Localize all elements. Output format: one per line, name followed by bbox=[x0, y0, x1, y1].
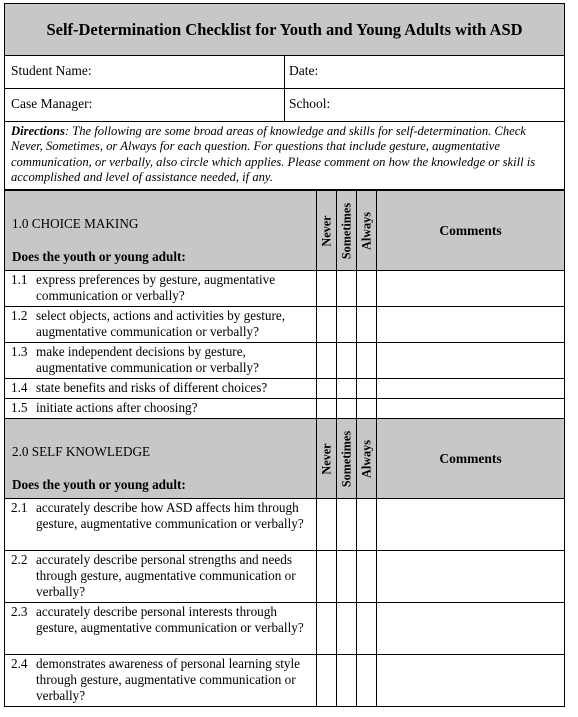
section-header-row bbox=[5, 191, 565, 271]
never-checkbox[interactable] bbox=[317, 551, 337, 603]
comment-cell[interactable] bbox=[377, 499, 565, 551]
list-item: 1.5 initiate actions after choosing? bbox=[11, 400, 198, 415]
list-item: 1.3 make independent decisions by gesture, augmentative communication or verbally? bbox=[11, 344, 260, 375]
never-header: Never bbox=[317, 191, 337, 271]
checklist-document bbox=[4, 3, 565, 707]
comment-cell[interactable] bbox=[377, 603, 565, 655]
comment-cell[interactable] bbox=[377, 379, 565, 399]
always-checkbox[interactable] bbox=[357, 399, 377, 419]
table-row bbox=[5, 655, 565, 707]
always-checkbox[interactable] bbox=[357, 551, 377, 603]
never-checkbox[interactable] bbox=[317, 655, 337, 707]
always-checkbox[interactable] bbox=[357, 343, 377, 379]
never-header: Never bbox=[317, 419, 337, 499]
sometimes-checkbox[interactable] bbox=[337, 603, 357, 655]
sometimes-checkbox[interactable] bbox=[337, 551, 357, 603]
sometimes-checkbox[interactable] bbox=[337, 307, 357, 343]
sometimes-checkbox[interactable] bbox=[337, 655, 357, 707]
directions-text: : The following are some broad areas of knowledge and skills for self-determination. Check Never, Sometimes, or Always for each question. For questions that include gesture, augmentative communication, or verbally, also circle which applies. Please comment on how the knowledge or skill is accomplished and level of assistance needed, if any. bbox=[11, 124, 536, 185]
list-item: 2.4 demonstrates awareness of personal learning style through gesture, augmentative communication or verbally? bbox=[11, 656, 301, 703]
table-row bbox=[5, 379, 565, 399]
directions-block bbox=[4, 122, 565, 190]
always-header: Always bbox=[357, 419, 377, 499]
list-item: 1.1 express preferences by gesture, augmentative communication or verbally? bbox=[11, 272, 276, 303]
always-checkbox[interactable] bbox=[357, 307, 377, 343]
section-header-row bbox=[5, 419, 565, 499]
list-item: 1.4 state benefits and risks of different choices? bbox=[11, 380, 268, 395]
comment-cell[interactable] bbox=[377, 551, 565, 603]
sometimes-checkbox[interactable] bbox=[337, 343, 357, 379]
always-checkbox[interactable] bbox=[357, 379, 377, 399]
table-row bbox=[5, 603, 565, 655]
never-checkbox[interactable] bbox=[317, 603, 337, 655]
comments-header: Comments bbox=[377, 191, 565, 271]
comment-cell[interactable] bbox=[377, 655, 565, 707]
list-item: 2.3 accurately describe personal interests through gesture, augmentative communication or verbally? bbox=[11, 604, 304, 635]
comment-cell[interactable] bbox=[377, 307, 565, 343]
section-question: Does the youth or young adult: bbox=[12, 477, 186, 492]
never-checkbox[interactable] bbox=[317, 307, 337, 343]
section-title-cell bbox=[5, 191, 317, 271]
school-field[interactable]: School: bbox=[289, 96, 331, 111]
comment-cell[interactable] bbox=[377, 343, 565, 379]
section-title: 1.0 CHOICE MAKING bbox=[12, 216, 139, 231]
always-checkbox[interactable] bbox=[357, 271, 377, 307]
info-row-2 bbox=[4, 89, 565, 122]
info-row-1 bbox=[4, 56, 565, 89]
section-question: Does the youth or young adult: bbox=[12, 249, 186, 264]
section-table-choice-making bbox=[4, 190, 565, 419]
comment-cell[interactable] bbox=[377, 271, 565, 307]
always-checkbox[interactable] bbox=[357, 603, 377, 655]
list-item: 2.2 accurately describe personal strengths and needs through gesture, augmentative communication or verbally? bbox=[11, 552, 296, 599]
table-row bbox=[5, 271, 565, 307]
document-title: Self-Determination Checklist for Youth and Young Adults with ASD bbox=[4, 3, 565, 56]
section-title-cell bbox=[5, 419, 317, 499]
sometimes-header: Sometimes bbox=[337, 191, 357, 271]
sometimes-checkbox[interactable] bbox=[337, 399, 357, 419]
sometimes-header: Sometimes bbox=[337, 419, 357, 499]
date-field[interactable]: Date: bbox=[289, 63, 319, 78]
never-checkbox[interactable] bbox=[317, 271, 337, 307]
sometimes-checkbox[interactable] bbox=[337, 499, 357, 551]
section-title: 2.0 SELF KNOWLEDGE bbox=[12, 444, 151, 459]
always-header: Always bbox=[357, 191, 377, 271]
always-checkbox[interactable] bbox=[357, 655, 377, 707]
table-row bbox=[5, 551, 565, 603]
list-item: 2.1 accurately describe how ASD affects him through gesture, augmentative communication or verbally? bbox=[11, 500, 304, 531]
never-checkbox[interactable] bbox=[317, 343, 337, 379]
never-checkbox[interactable] bbox=[317, 379, 337, 399]
table-row bbox=[5, 343, 565, 379]
sometimes-checkbox[interactable] bbox=[337, 271, 357, 307]
comment-cell[interactable] bbox=[377, 399, 565, 419]
list-item: 1.2 select objects, actions and activities by gesture, augmentative communication or verbally? bbox=[11, 308, 286, 339]
directions-label: Directions bbox=[11, 124, 65, 138]
student-name-field[interactable]: Student Name: bbox=[5, 56, 285, 88]
table-row bbox=[5, 307, 565, 343]
section-table-self-knowledge bbox=[4, 418, 565, 707]
sometimes-checkbox[interactable] bbox=[337, 379, 357, 399]
table-row bbox=[5, 399, 565, 419]
always-checkbox[interactable] bbox=[357, 499, 377, 551]
never-checkbox[interactable] bbox=[317, 499, 337, 551]
never-checkbox[interactable] bbox=[317, 399, 337, 419]
table-row bbox=[5, 499, 565, 551]
comments-header: Comments bbox=[377, 419, 565, 499]
case-manager-field[interactable]: Case Manager: bbox=[5, 89, 285, 121]
